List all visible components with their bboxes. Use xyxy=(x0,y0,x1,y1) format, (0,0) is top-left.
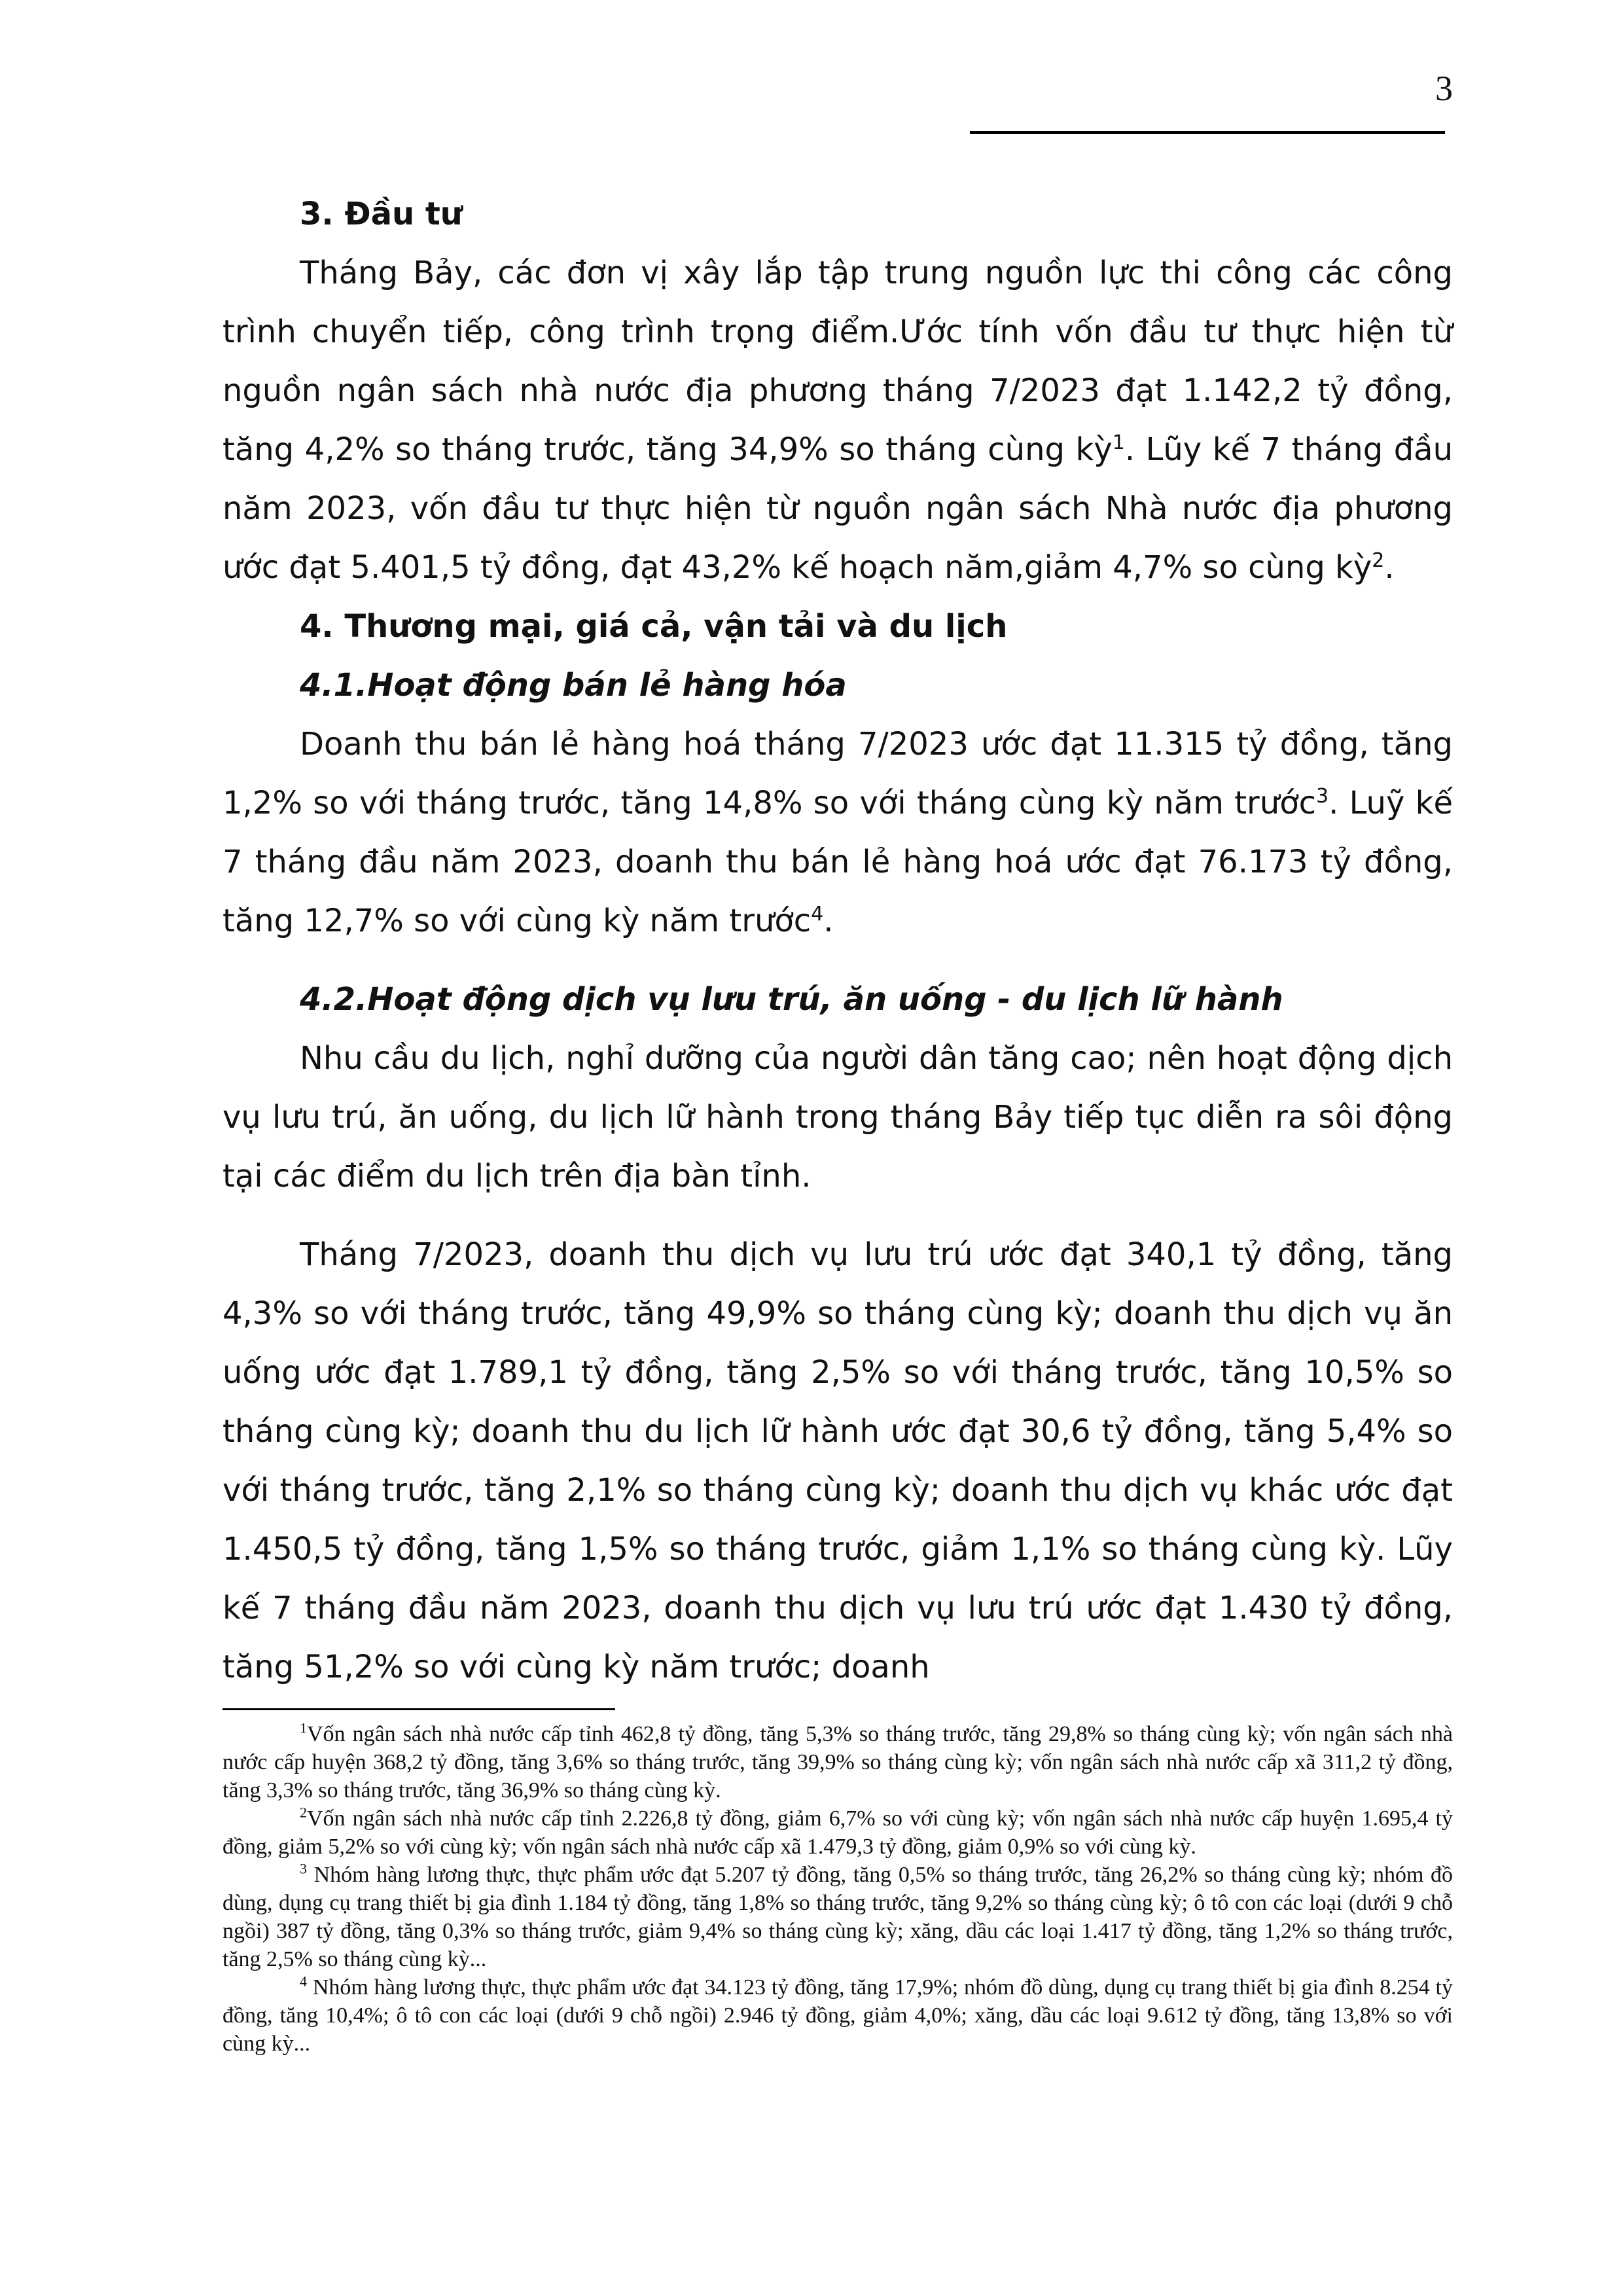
subsection-title-retail: 4.1.Hoạt động bán lẻ hàng hóa xyxy=(300,667,847,704)
paragraph-text: . Luỹ kế 7 tháng đầu năm 2023, doanh thu bán lẻ hàng hoá ước đạt 76.173 tỷ đồng, tăng 12,7% so với cùng kỳ năm trước xyxy=(223,785,1454,939)
paragraph-text: Tháng Bảy, các đơn vị xây lắp tập trung nguồn lực thi công các công trình chuyển tiếp, công trình trọng điểm.Ước tính vốn đầu tư thực hiện từ nguồn ngân sách nhà nước địa phương tháng 7/2023 đạt 1.142,2 tỷ đồng, tăng 4,2% so tháng trước, tăng 34,9% so tháng cùng kỳ xyxy=(223,255,1453,468)
subsection-title-tourism: 4.2.Hoạt động dịch vụ lưu trú, ăn uống - du lịch lữ hành xyxy=(300,981,1283,1018)
paragraph-text: . xyxy=(1384,549,1395,586)
footnote-separator xyxy=(223,1708,615,1710)
paragraph-text: . xyxy=(823,903,834,939)
page-number: 3 xyxy=(1435,69,1453,108)
paragraph-tourism-demand: Nhu cầu du lịch, nghỉ dưỡng của người dân tăng cao; nên hoạt động dịch vụ lưu trú, ăn uống, du lịch lữ hành trong tháng Bảy tiếp tục diễn ra sôi động tại các điểm du lịch trên địa bàn tỉnh. xyxy=(223,1040,1453,1194)
footnote-mark: 4 xyxy=(300,1973,307,1990)
footnote-2 xyxy=(223,1804,1453,1861)
footnotes xyxy=(223,1720,1453,2058)
footnote-mark: 2 xyxy=(300,1804,307,1821)
footnote-text: Vốn ngân sách nhà nước cấp tỉnh 462,8 tỷ đồng, tăng 5,3% so tháng trước, tăng 29,8% so tháng cùng kỳ; vốn ngân sách nhà nước cấp huyện 368,2 tỷ đồng, tăng 3,6% so tháng trước, tăng 39,9% so tháng cùng kỳ; vốn ngân sách nhà nước cấp xã 311,2 tỷ đồng, tăng 3,3% so tháng trước, tăng 36,9% so tháng cùng kỳ. xyxy=(223,1722,1453,1803)
header-rule xyxy=(970,131,1445,134)
footnote-mark: 1 xyxy=(300,1719,307,1736)
footnote-ref-2[interactable]: 2 xyxy=(1372,549,1385,572)
footnote-text: Vốn ngân sách nhà nước cấp tỉnh 2.226,8 tỷ đồng, giảm 6,7% so với cùng kỳ; vốn ngân sách nhà nước cấp huyện 1.695,4 tỷ đồng, giảm 5,2% so với cùng kỳ; vốn ngân sách nhà nước cấp xã 1.479,3 tỷ đồng, giảm 0,9% so với cùng kỳ. xyxy=(223,1806,1453,1859)
footnote-3 xyxy=(223,1861,1453,1973)
footnote-ref-1[interactable]: 1 xyxy=(1112,431,1125,454)
footnote-text: Nhóm hàng lương thực, thực phẩm ước đạt 34.123 tỷ đồng, tăng 17,9%; nhóm đồ dùng, dụng cụ trang thiết bị gia đình 8.254 tỷ đồng, tăng 10,4%; ô tô con các loại (dưới 9 chỗ ngồi) 2.946 tỷ đồng, giảm 4,0%; xăng, dầu các loại 9.612 tỷ đồng, tăng 13,8% so với cùng kỳ... xyxy=(223,1975,1453,2056)
paragraph-text: Doanh thu bán lẻ hàng hoá tháng 7/2023 ước đạt 11.315 tỷ đồng, tăng 1,2% so với tháng trước, tăng 14,8% so với tháng cùng kỳ năm trước xyxy=(223,726,1453,821)
paragraph-text: . Lũy kế 7 tháng đầu năm 2023, vốn đầu tư thực hiện từ nguồn ngân sách Nhà nước địa phương ước đạt 5.401,5 tỷ đồng, đạt 43,2% kế hoạch năm,giảm 4,7% so cùng kỳ xyxy=(223,431,1454,586)
footnote-4 xyxy=(223,1973,1453,2058)
footnote-ref-4[interactable]: 4 xyxy=(811,903,824,925)
footnote-mark: 3 xyxy=(300,1860,307,1877)
section-title-trade: 4. Thương mại, giá cả, vận tải và du lịch xyxy=(300,608,1008,645)
section-title-investment: 3. Đầu tư xyxy=(300,196,463,232)
paragraph-investment xyxy=(223,243,1453,597)
footnote-text: Nhóm hàng lương thực, thực phẩm ước đạt 5.207 tỷ đồng, tăng 0,5% so tháng trước, tăng 26,2% so tháng cùng kỳ; nhóm đồ dùng, dụng cụ trang thiết bị gia đình 1.184 tỷ đồng, tăng 1,8% so tháng trước, tăng 9,2% so tháng cùng kỳ; ô tô con các loại (dưới 9 chỗ ngồi) 387 tỷ đồng, tăng 0,3% so tháng trước, giảm 9,4% so tháng cùng kỳ; xăng, dầu các loại 1.417 tỷ đồng, tăng 1,2% so tháng trước, tăng 2,5% so tháng cùng kỳ... xyxy=(223,1863,1453,1971)
paragraph-tourism-revenue: Tháng 7/2023, doanh thu dịch vụ lưu trú ước đạt 340,1 tỷ đồng, tăng 4,3% so với tháng trước, tăng 49,9% so tháng cùng kỳ; doanh thu dịch vụ ăn uống ước đạt 1.789,1 tỷ đồng, tăng 2,5% so với tháng trước, tăng 10,5% so tháng cùng kỳ; doanh thu du lịch lữ hành ước đạt 30,6 tỷ đồng, tăng 5,4% so với tháng trước, tăng 2,1% so tháng cùng kỳ; doanh thu dịch vụ khác ước đạt 1.450,5 tỷ đồng, tăng 1,5% so tháng trước, giảm 1,1% so tháng cùng kỳ. Lũy kế 7 tháng đầu năm 2023, doanh thu dịch vụ lưu trú ước đạt 1.430 tỷ đồng, tăng 51,2% so với cùng kỳ năm trước; doanh xyxy=(223,1236,1453,1685)
footnote-ref-3[interactable]: 3 xyxy=(1315,785,1329,808)
paragraph-retail xyxy=(223,715,1453,950)
document-body xyxy=(223,185,1453,1696)
footnote-1 xyxy=(223,1720,1453,1804)
